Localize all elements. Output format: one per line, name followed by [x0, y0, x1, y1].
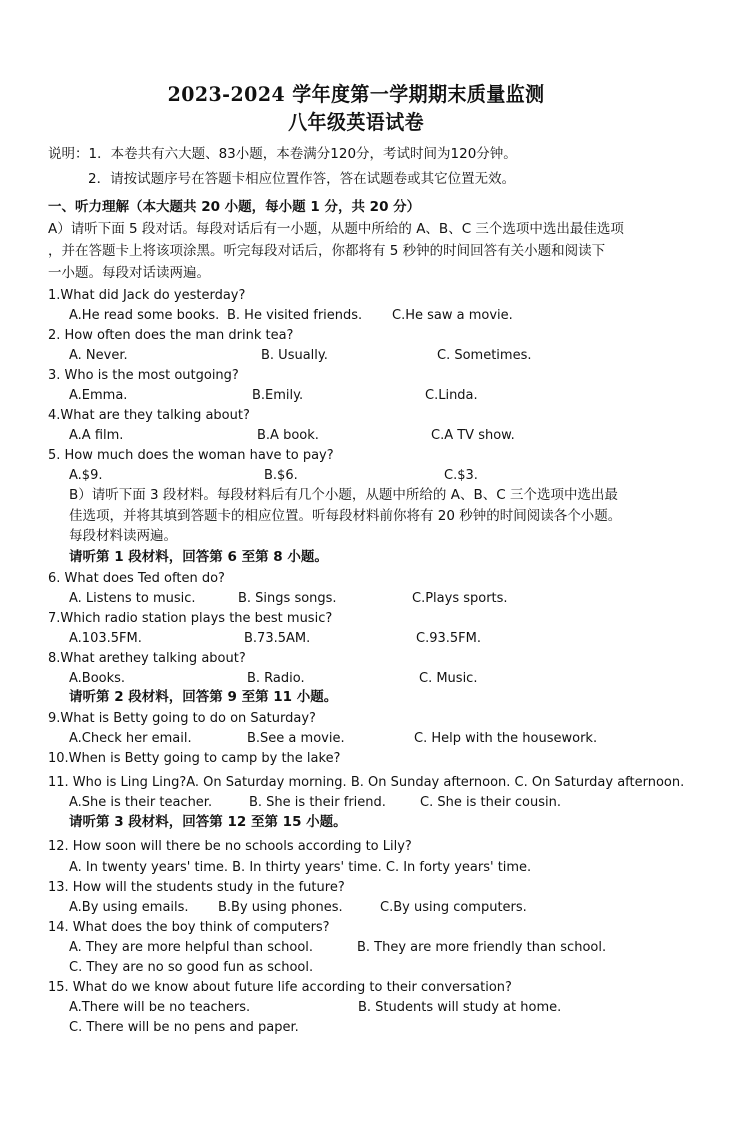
question-3: 3. Who is the most outgoing?: [48, 368, 239, 383]
question-8: 8.What arethey talking about?: [48, 651, 246, 666]
note-line-2: 2．请按试题序号在答题卡相应位置作答，答在试题卷或其它位置无效。: [88, 171, 516, 187]
q1-option-b: B. He visited friends.: [227, 308, 363, 323]
question-14: 14. What does the boy think of computers?: [48, 920, 330, 935]
question-13: 13. How will the students study in the future?: [48, 880, 345, 895]
q14-option-a: A. They are more helpful than school.: [69, 940, 314, 955]
q8-option-b: B. Radio.: [247, 671, 305, 686]
q13-option-b: B.By using phones.: [218, 900, 343, 915]
question-2: 2. How often does the man drink tea?: [48, 328, 294, 343]
question-5: 5. How much does the woman have to pay?: [48, 448, 334, 463]
q5-option-c: C.$3.: [444, 468, 478, 483]
exam-subtitle: 八年级英语试卷: [288, 110, 425, 134]
q11-option-c: C. She is their cousin.: [420, 795, 562, 810]
part-b-instruction-2: 佳选项，并将其填到答题卡的相应位置。听每段材料前你将有 20 秒钟的时间阅读各个小题。: [69, 508, 622, 524]
question-6: 6. What does Ted often do?: [48, 571, 225, 586]
q4-option-b: B.A book.: [257, 428, 319, 443]
question-10: 10.When is Betty going to camp by the lake?: [48, 751, 341, 766]
q9-option-c: C. Help with the housework.: [414, 731, 598, 746]
q8-option-c: C. Music.: [419, 671, 478, 686]
q11-option-a: A.She is their teacher.: [69, 795, 213, 810]
question-12: 12. How soon will there be no schools according to Lily?: [48, 839, 412, 854]
q7-option-a: A.103.5FM.: [69, 631, 142, 646]
q1-option-c: C.He saw a movie.: [392, 308, 513, 323]
question-1: 1.What did Jack do yesterday?: [48, 288, 246, 303]
q5-option-a: A.$9.: [69, 468, 103, 483]
q13-option-a: A.By using emails.: [69, 900, 189, 915]
q13-option-c: C.By using computers.: [380, 900, 527, 915]
q14-option-c: C. They are no so good fun as school.: [69, 960, 314, 975]
q6-option-a: A. Listens to music.: [69, 591, 196, 606]
q2-option-c: C. Sometimes.: [437, 348, 532, 363]
part-a-instruction-1: A）请听下面 5 段对话。每段对话后有一小题，从题中所给的 A、B、C 三个选项中选出最佳选项: [48, 221, 624, 237]
q9-option-a: A.Check her email.: [69, 731, 192, 746]
question-11: 11. Who is Ling Ling?A. On Saturday morning. B. On Sunday afternoon. C. On Saturday afternoon.: [48, 775, 685, 790]
q2-option-a: A. Never.: [69, 348, 128, 363]
part-b-instruction-1: B）请听下面 3 段材料。每段材料后有几个小题，从题中所给的 A、B、C 三个选项中选出最: [69, 487, 618, 503]
q3-option-c: C.Linda.: [425, 388, 478, 403]
question-4: 4.What are they talking about?: [48, 408, 250, 423]
material-2-heading: 请听第 2 段材料，回答第 9 至第 11 小题。: [69, 689, 338, 705]
note-line-1: 说明：1．本卷共有六大题、83小题，本卷满分120分，考试时间为120分钟。: [48, 146, 517, 162]
part-a-instruction-2: ，并在答题卡上将该项涂黑。听完每段对话后，你都将有 5 秒钟的时间回答有关小题和阅读下: [48, 243, 606, 259]
q6-option-c: C.Plays sports.: [412, 591, 508, 606]
question-15: 15. What do we know about future life according to their conversation?: [48, 980, 512, 995]
part-a-instruction-3: 一小题。每段对话读两遍。: [48, 265, 210, 281]
section-heading-listening: 一、听力理解（本大题共 20 小题，每小题 1 分，共 20 分）: [48, 199, 421, 215]
q15-option-c: C. There will be no pens and paper.: [69, 1020, 299, 1035]
q8-option-a: A.Books.: [69, 671, 126, 686]
exam-title: 2023-2024 学年度第一学期期末质量监测: [167, 82, 545, 106]
q14-option-b: B. They are more friendly than school.: [357, 940, 607, 955]
q5-option-b: B.$6.: [264, 468, 298, 483]
q7-option-c: C.93.5FM.: [416, 631, 481, 646]
q12-options: A. In twenty years' time. B. In thirty years' time. C. In forty years' time.: [69, 860, 532, 875]
q6-option-b: B. Sings songs.: [238, 591, 337, 606]
q3-option-b: B.Emily.: [252, 388, 304, 403]
q1-option-a: A.He read some books.: [69, 308, 220, 323]
part-b-instruction-3: 每段材料读两遍。: [69, 528, 177, 544]
q9-option-b: B.See a movie.: [247, 731, 345, 746]
q4-option-a: A.A film.: [69, 428, 124, 443]
question-9: 9.What is Betty going to do on Saturday?: [48, 711, 316, 726]
q15-option-b: B. Students will study at home.: [358, 1000, 562, 1015]
q4-option-c: C.A TV show.: [431, 428, 515, 443]
q7-option-b: B.73.5AM.: [244, 631, 311, 646]
material-1-heading: 请听第 1 段材料，回答第 6 至第 8 小题。: [69, 549, 328, 565]
q2-option-b: B. Usually.: [261, 348, 328, 363]
q15-option-a: A.There will be no teachers.: [69, 1000, 251, 1015]
q3-option-a: A.Emma.: [69, 388, 128, 403]
question-7: 7.Which radio station plays the best music?: [48, 611, 333, 626]
q11-option-b: B. She is their friend.: [249, 795, 386, 810]
material-3-heading: 请听第 3 段材料，回答第 12 至第 15 小题。: [69, 814, 347, 830]
